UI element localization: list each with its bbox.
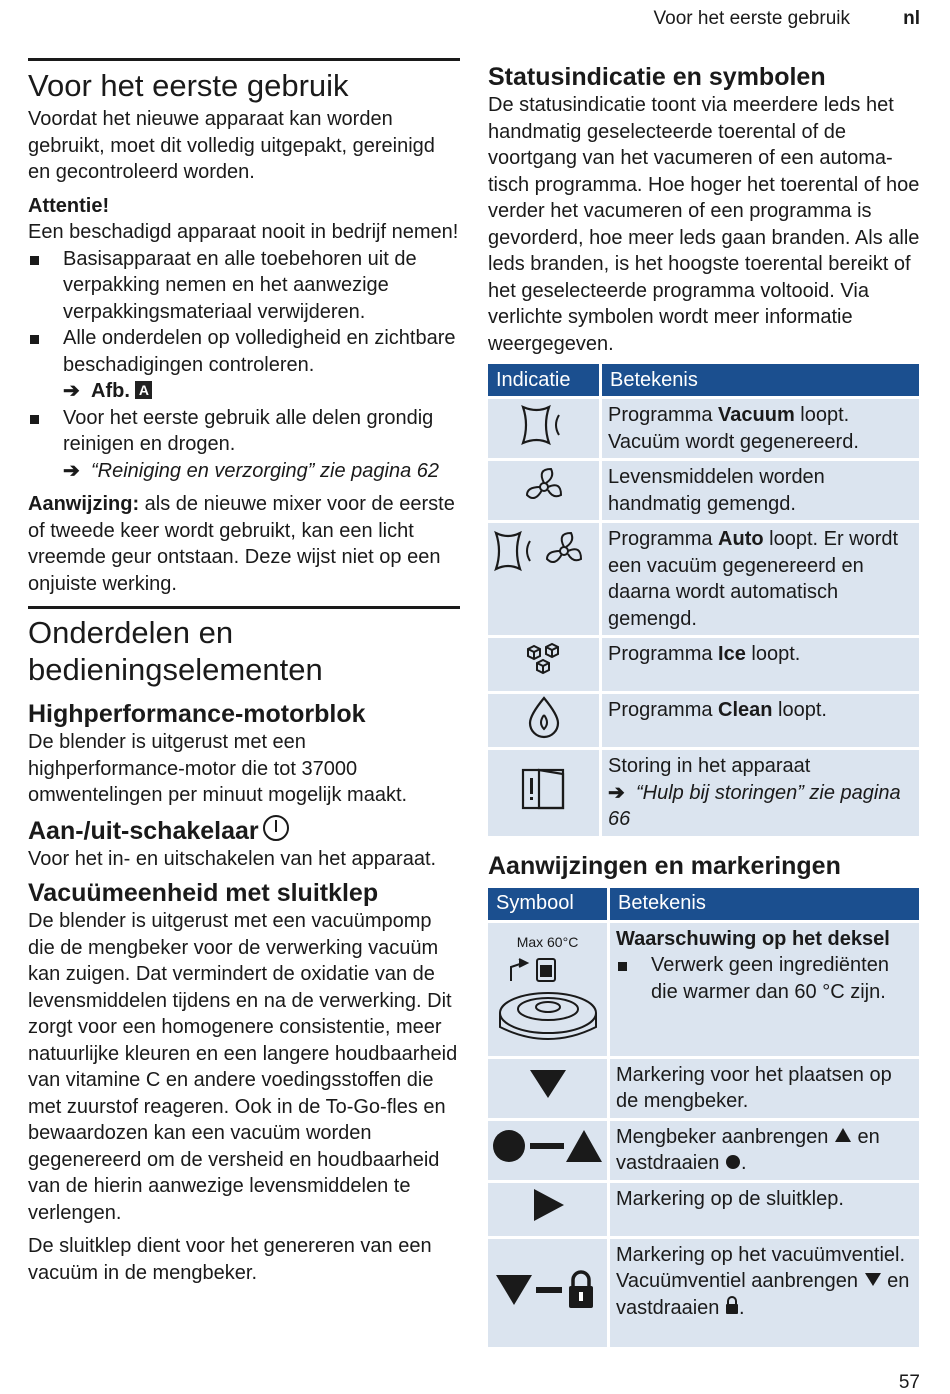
- page-number: 57: [898, 1372, 920, 1393]
- error-door-icon: [488, 750, 599, 836]
- table-header-indication: Indicatie: [488, 364, 599, 396]
- meaning-cell: [610, 923, 919, 1056]
- meaning-cell: Mengbeker aanbrengen en vastdraaien .: [610, 1121, 919, 1180]
- page-reference-link[interactable]: “Hulp bij storingen” zie pagina 66: [608, 781, 901, 830]
- heading-switch-row: [28, 815, 460, 846]
- table-header-symbol: Symbool: [488, 888, 607, 920]
- meaning-cell: Markering op de sluitklep.: [610, 1183, 919, 1236]
- table-row: [488, 750, 919, 836]
- bullet-text: Alle onderdelen op volledigheid en zichtbare beschadigingen controleren.: [63, 327, 456, 376]
- meaning-cell: Programma Ice loopt.: [602, 638, 919, 691]
- note-paragraph: [28, 491, 460, 597]
- marks-table: [485, 885, 922, 1350]
- heading-switch: Aan-/uit-schakelaar: [28, 816, 259, 845]
- vacuum-text: De blender is uitgerust met een vacuümpomp die de mengbeker voor de verwerking vacuüm kan zuigen. Dat vermindert de oxidatie van de levensmiddelen tijdens en na de verwerking. Dit zorgt voor een homogenere consistentie, meer natuurlijke kleuren en een langere houdbaarheid van vitamine C en andere voedingsstoffen die met zuurstof reageren. Ook in de To-Go-fles en bewaardozen kan een vacuüm worden gegenereerd om de versheid en houdbaarheid van de hierin aanwezige levensmiddelen te verlengen.: [28, 910, 458, 1224]
- meaning-cell: Markering op het vacuümventiel. Vacuümventiel aanbrengen en vastdraaien .: [610, 1239, 919, 1347]
- table-row: [488, 1121, 919, 1180]
- note-text: als de nieuwe mixer voor de eerste of tweede keer wordt gebruikt, kan een licht vreemde geur ontstaan. Deze wijst niet op een onjuiste werking.: [28, 493, 455, 595]
- table-row: [488, 694, 919, 747]
- list-item: [28, 405, 460, 485]
- valve-text: De sluitklep dient voor het genereren van een vacuüm in de mengbeker.: [28, 1235, 432, 1284]
- arrow-icon: ➔: [63, 380, 80, 402]
- heading-vacuum: Vacuümeenheid met sluitklep: [28, 879, 379, 907]
- max-temp-label: Max 60°C: [516, 933, 579, 950]
- lock-icon: [725, 1296, 739, 1314]
- meaning-cell: Programma Auto loopt. Er wordt een vacuüm gegenereerd en daarna wordt automatisch gemengd.: [602, 523, 919, 635]
- table-row: [488, 461, 919, 520]
- table-row: [488, 1059, 919, 1118]
- list-item: [28, 246, 460, 326]
- lid-warning-title: Waarschuwing op het deksel: [616, 927, 890, 950]
- meaning-cell: Storing in het apparaat ➔ “Hulp bij storingen” zie pagina 66: [602, 750, 919, 836]
- ice-cubes-icon: [488, 638, 599, 691]
- table-row: [488, 923, 919, 1056]
- table-header-meaning: Betekenis: [602, 364, 919, 396]
- table-row: [488, 399, 919, 458]
- table-row: [488, 1183, 919, 1236]
- status-table: [485, 361, 922, 839]
- arrow-icon: ➔: [63, 459, 80, 482]
- left-column: [28, 58, 460, 1286]
- meaning-cell: Markering voor het plaatsen op de mengbeker.: [610, 1059, 919, 1118]
- table-row: [488, 638, 919, 691]
- valve-lock-icon: [488, 1239, 607, 1347]
- triangle-up-icon: [834, 1127, 852, 1143]
- header-section-title: Voor het eerste gebruik: [653, 8, 850, 29]
- list-item: Verwerk geen ingrediënten die warmer dan 60 °C zijn.: [616, 952, 913, 1005]
- meaning-cell: Programma Clean loopt.: [602, 694, 919, 747]
- heading-motor: Highperformance-motorblok: [28, 700, 366, 728]
- auto-program-icon: [488, 523, 599, 635]
- table-header-meaning: Betekenis: [610, 888, 919, 920]
- figure-letter-icon: A: [135, 381, 152, 399]
- meaning-cell: Programma Vacuum loopt. Vacuüm wordt gegenereerd.: [602, 399, 919, 458]
- dot-icon: [725, 1153, 741, 1169]
- page-reference-link[interactable]: “Reiniging en verzorging” zie pagina 62: [91, 459, 439, 482]
- switch-text: Voor het in- en uitschakelen van het apparaat.: [28, 847, 437, 870]
- intro-text: Voordat het nieuwe apparaat kan worden gebruikt, moet dit volledig uitgepakt, gereinigd en gecontroleerd worden.: [28, 108, 435, 183]
- attention-text: Een beschadigd apparaat nooit in bedrijf nemen!: [28, 221, 459, 243]
- attention-title: Attentie!: [28, 194, 110, 217]
- dot-bar-triangle-icon: [488, 1121, 607, 1180]
- motor-text: De blender is uitgerust met een highperformance-motor die tot 37000 omwentelingen per minuut mogelijk maakt.: [28, 731, 408, 806]
- list-item: [28, 325, 460, 405]
- triangle-down-icon: [488, 1059, 607, 1118]
- status-text: De statusindicatie toont via meerdere leds het handmatig geselecteerde toerental of de voortgang van het vacumeren of een automa-tisch programma. Hoe hoger het toerental of hoe verder het vacumeren of een programma is gevorderd, hoe meer leds gaan branden. Als alle leds branden, is het hoogste toerental bereikt of het geselecteerde programma voltooid. Via verlichte symbolen wordt meer informatie weergegeven.: [488, 94, 920, 355]
- heading-status: Statusindicatie en symbolen: [488, 63, 826, 91]
- lid-warning-icon: [488, 923, 607, 1056]
- header-language: nl: [903, 8, 920, 29]
- table-row: [488, 1239, 919, 1347]
- section-rule: [28, 606, 460, 609]
- arrow-icon: ➔: [608, 781, 625, 804]
- clean-drop-icon: [488, 694, 599, 747]
- bullet-text: Basisapparaat en alle toebehoren uit de verpakking nemen en het aanwezige verpakkingsmateriaal verwijderen.: [63, 247, 417, 323]
- right-column: [488, 62, 922, 1350]
- page-header: [0, 8, 950, 34]
- meaning-cell: Levensmiddelen worden handmatig gemengd.: [602, 461, 919, 520]
- triangle-down-icon: [864, 1271, 882, 1287]
- mix-fan-icon: [488, 461, 599, 520]
- section-rule: [28, 58, 460, 61]
- power-icon: [263, 815, 289, 841]
- heading-marks: Aanwijzingen en markeringen: [488, 851, 841, 880]
- table-row: [488, 523, 919, 635]
- triangle-right-icon: [488, 1183, 607, 1236]
- bullet-text: Voor het eerste gebruik alle delen grondig reinigen en drogen.: [63, 406, 434, 455]
- heading-first-use: Voor het eerste gebruik: [28, 68, 349, 103]
- vacuum-program-icon: [488, 399, 599, 458]
- note-label: Aanwijzing:: [28, 493, 140, 515]
- figure-ref: Afb.: [91, 380, 130, 402]
- heading-components: Onderdelen en bedieningselementen: [28, 615, 323, 687]
